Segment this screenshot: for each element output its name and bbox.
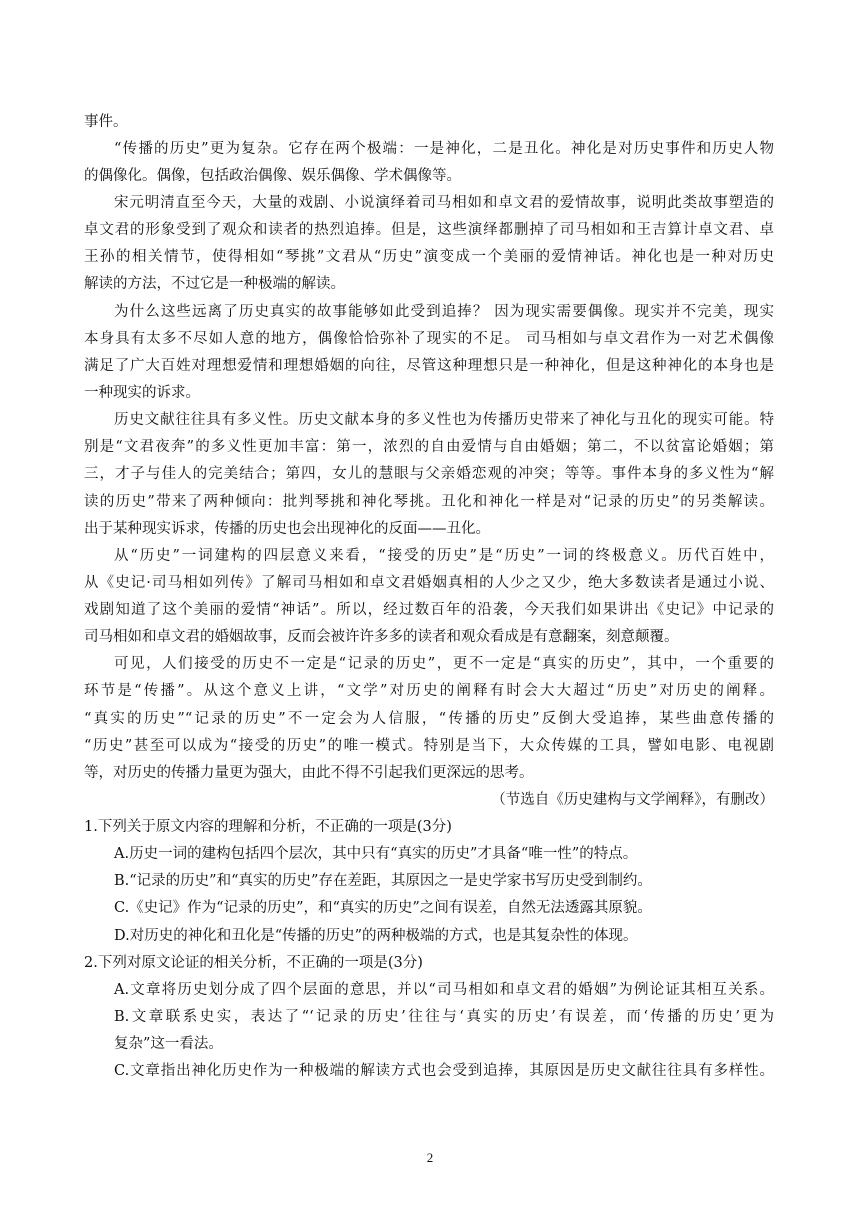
question-1-option-a: A.历史一词的建构包括四个层次，其中只有“真实的历史”才具备“唯一性”的特点。: [114, 846, 638, 862]
text-line: 宋元明清直至今天，大量的戏剧、小说演绎着司马相如和卓文君的爱情故事，说明此类故事塑造的: [114, 195, 774, 211]
text-line: 卓文君的形象受到了观众和读者的热烈追捧。但是，这些演绎都删掉了司马相如和王吉算计卓文君、卓: [84, 222, 774, 238]
text-line: “历史”甚至可以成为“接受的历史”的唯一模式。特别是当下，大众传媒的工具，譬如电影、电视剧: [84, 738, 774, 754]
question-2-stem: 2.下列对原文论证的相关分析，不正确的一项是(3分): [84, 955, 423, 971]
question-2-option-b-cont: 复杂”这一看法。: [114, 1036, 223, 1052]
text-line: 戏剧知道了这个美丽的爱情“神话”。所以，经过数百年的沿袭，今天我们如果讲出《史记》中记录的: [84, 602, 774, 618]
text-line: 解读的方法，不过它是一种极端的解读。: [84, 276, 345, 292]
text-line: 读的历史”带来了两种倾向：批判琴挑和神化琴挑。丑化和神化一样是对“记录的历史”的另类解读。: [84, 494, 774, 510]
text-line: 从“历史”一词建构的四层意义来看，“接受的历史”是“历史”一词的终极意义。历代百姓中，: [114, 548, 774, 564]
text-line: 一种现实的诉求。: [84, 385, 200, 401]
text-line: 本身具有太多不尽如人意的地方，偶像恰恰弥补了现实的不足。 司马相如与卓文君作为一对艺术偶像: [84, 331, 774, 347]
text-line: 满足了广大百姓对理想爱情和理想婚姻的向往，尽管这种理想只是一种神化，但是这种神化的本身也是: [84, 358, 774, 374]
text-line: “真实的历史”“记录的历史”不一定会为人信服，“传播的历史”反倒大受追捧，某些曲意传播的: [84, 711, 774, 727]
text-line: 的偶像化。偶像，包括政治偶像、娱乐偶像、学术偶像等。: [84, 168, 461, 184]
question-1-option-b: B.“记录的历史”和“真实的历史”存在差距，其原因之一是史学家书写历史受到制约。: [114, 873, 652, 889]
text-line: 为什么这些远离了历史真实的故事能够如此受到追捧？ 因为现实需要偶像。现实并不完美，现实: [114, 304, 774, 320]
text-line: 事件。: [84, 114, 128, 130]
text-line: 从《史记·司马相如列传》了解司马相如和卓文君婚姻真相的人少之又少，绝大多数读者是通过小说、: [84, 575, 774, 591]
text-line: 等，对历史的传播力量更为强大，由此不得不引起我们更深远的思考。: [84, 765, 534, 781]
page-number: 2: [426, 1150, 434, 1165]
source-citation: （节选自《历史建构与文学阐释》，有删改）: [491, 792, 774, 808]
text-line: 司马相如和卓文君的婚姻故事，反而会被许许多多的读者和观众看成是有意翻案，刻意颠覆。: [84, 629, 679, 645]
text-line: 王孙的相关情节，使得相如“琴挑”文君从“历史”演变成一个美丽的爱情神话。神化也是一种对历史: [84, 249, 774, 265]
text-line: 别是“文君夜奔”的多义性更加丰富：第一，浓烈的自由爱情与自由婚姻；第二，不以贫富论婚姻；第: [84, 439, 774, 455]
text-line: 三，才子与佳人的完美结合；第四，女儿的慧眼与父亲婚恋观的冲突；等等。事件本身的多义性为“解: [84, 466, 774, 482]
text-line: 历史文献往往具有多义性。历史文献本身的多义性也为传播历史带来了神化与丑化的现实可能。特: [114, 412, 774, 428]
question-1-stem: 1.下列关于原文内容的理解和分析，不正确的一项是(3分): [84, 819, 452, 835]
question-1-option-d: D.对历史的神化和丑化是“传播的历史”的两种极端的方式，也是其复杂性的体现。: [114, 928, 638, 944]
question-2-option-b: B.文章联系史实，表达了“‘记录的历史’往往与‘真实的历史’有误差，而‘传播的历史’更为: [114, 1009, 774, 1025]
question-2-option-a: A.文章将历史划分成了四个层面的意思，并以“司马相如和卓文君的婚姻”为例论证其相互关系。: [114, 982, 774, 998]
text-line: “传播的历史”更为复杂。它存在两个极端：一是神化，二是丑化。神化是对历史事件和历史人物: [114, 141, 774, 157]
text-line: 环节是“传播”。从这个意义上讲，“文学”对历史的阐释有时会大大超过“历史”对历史的阐释。: [84, 683, 774, 699]
question-2-option-c: C.文章指出神化历史作为一种极端的解读方式也会受到追捧，其原因是历史文献往往具有多样性。: [114, 1063, 774, 1079]
text-line: 出于某种现实诉求，传播的历史也会出现神化的反面——丑化。: [84, 521, 490, 537]
text-line: 可见，人们接受的历史不一定是“记录的历史”，更不一定是“真实的历史”，其中，一个重要的: [114, 656, 774, 672]
question-1-option-c: C.《史记》作为“记录的历史”，和“真实的历史”之间有误差，自然无法透露其原貌。: [114, 900, 652, 916]
